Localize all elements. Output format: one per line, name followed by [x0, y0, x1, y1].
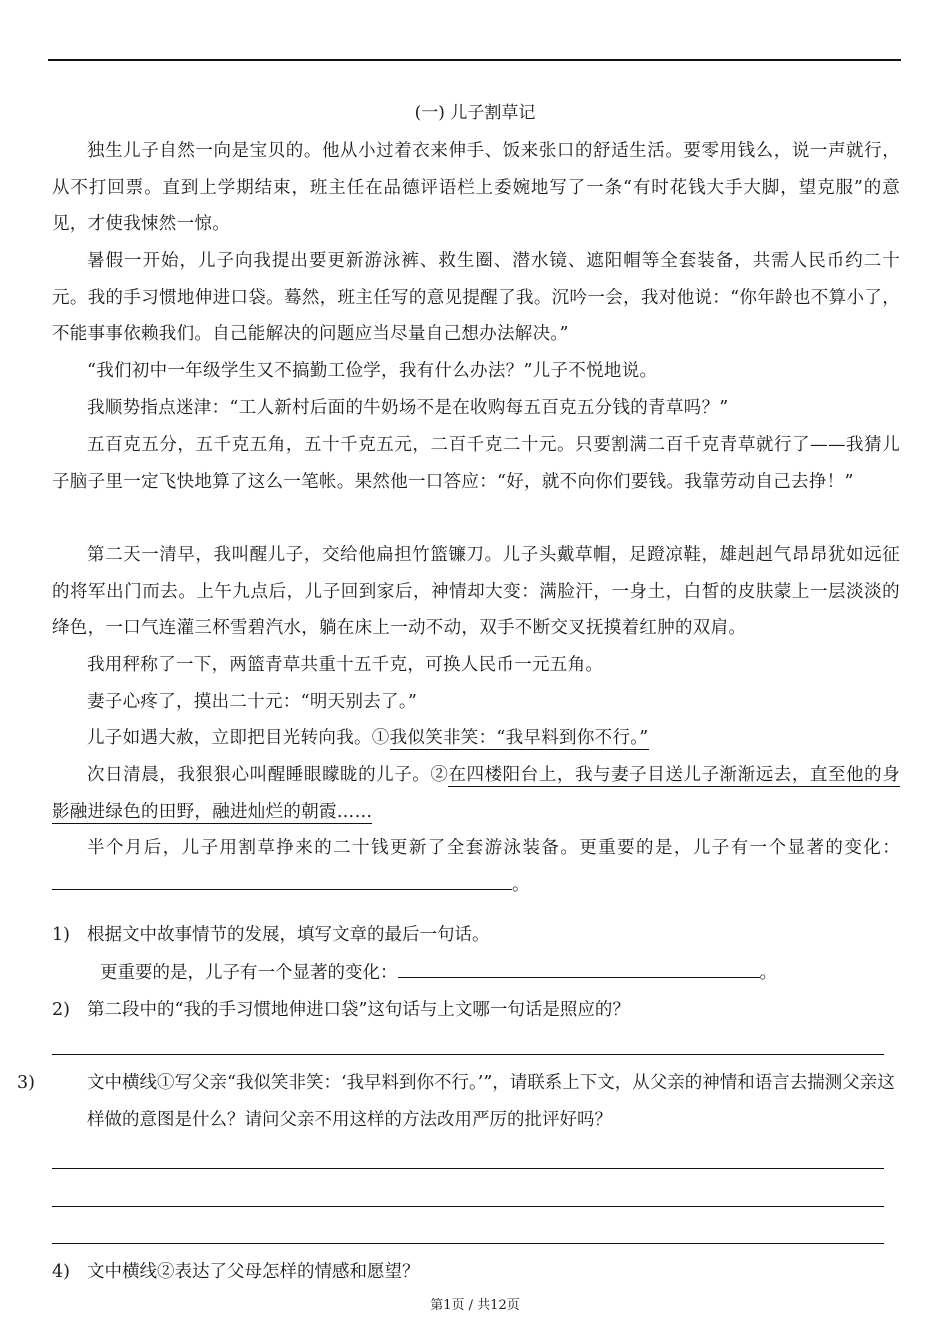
paragraph-10 — [52, 757, 900, 830]
answer-line-q3-3[interactable] — [52, 1243, 884, 1244]
paragraph-11 — [52, 830, 900, 903]
question-1-fill-end: 。 — [759, 963, 777, 983]
paragraph-9-text: 儿子如遇大赦，立即把目光转向我。① — [87, 728, 390, 748]
page-footer: 第1页 / 共12页 — [430, 1298, 520, 1313]
question-4-text: 文中横线②表达了父母怎样的情感和愿望？ — [87, 1262, 420, 1282]
question-1-fill-prefix: 更重要的是，儿子有一个显著的变化： — [100, 963, 398, 983]
underlined-sentence-1: 我似笑非笑：“我早料到你不行。” — [389, 728, 649, 748]
question-3 — [17, 1065, 900, 1138]
paragraph-11-text: 半个月后，儿子用割草挣来的二十钱更新了全套游泳装备。更重要的是，儿子有一个显著的变化： — [87, 838, 900, 858]
paragraph-5: 五百克五分，五千克五角，五十千克五元，二百千克二十元。只要割满二百千克青草就行了——我猜儿子脑子里一定飞快地算了这么一笔帐。果然他一口答应：“好，就不向你们要钱。我靠劳动自己去挣！” — [52, 435, 900, 492]
question-3-text: 文中横线①写父亲“我似笑非笑：‘我早料到你不行。’”，请联系上下文，从父亲的神情和语言去揣测父亲这样做的意图是什么？请问父亲不用这样的方法改用严厉的批评好吗？ — [87, 1073, 895, 1130]
answer-line-q3-1[interactable] — [52, 1168, 884, 1169]
answer-line-q2[interactable] — [52, 1054, 884, 1055]
paragraph-1: 独生儿子自然一向是宝贝的。他从小过着衣来伸手、饭来张口的舒适生活。要零用钱么，说一声就行，从不打回票。直到上学期结束，班主任在品德评语栏上委婉地写了一条“有时花钱大手大脚，望克服”的意见，才使我悚然一惊。 — [52, 141, 900, 234]
paragraph-7: 我用秤称了一下，两篮青草共重十五千克，可换人民币一元五角。 — [87, 655, 604, 675]
paragraph-11-end: 。 — [512, 874, 530, 895]
question-2 — [52, 992, 900, 1029]
answer-line-q3-2[interactable] — [52, 1206, 884, 1207]
question-1-text: 根据文中故事情节的发展，填写文章的最后一句话。 — [87, 925, 490, 945]
question-4 — [52, 1254, 900, 1291]
question-1-fill — [100, 955, 900, 992]
paragraph-10-text: 次日清晨，我狠狠心叫醒睡眼矇眬的儿子。② — [87, 765, 449, 785]
answer-blank-q1[interactable] — [398, 959, 760, 978]
underlined-sentence-2: 在四楼阳台上，我与妻子目送儿子渐渐远去，直至他的身影融进绿色的田野，融进灿烂的朝霞…… — [52, 765, 900, 822]
article-title: (一) 儿子割草记 — [414, 103, 536, 123]
paragraph-2: 暑假一开始，儿子向我提出要更新游泳裤、救生圈、潜水镜、遮阳帽等全套装备，共需人民币约二十元。我的手习惯地伸进口袋。蓦然，班主任写的意见提醒了我。沉吟一会，我对他说：“你年龄也不算小了，不能事事依赖我们。自己能解决的问题应当尽量自己想办法解决。” — [52, 251, 900, 344]
question-4-number: 4) — [52, 1262, 70, 1282]
paragraph-4: 我顺势指点迷津：“工人新村后面的牛奶场不是在收购每五百克五分钱的青草吗？” — [87, 398, 729, 418]
paragraph-9 — [52, 720, 900, 757]
answer-blank-final-sentence[interactable] — [52, 871, 512, 890]
paragraph-8: 妻子心疼了，摸出二十元：“明天别去了。” — [87, 692, 418, 712]
question-2-text: 第二段中的“我的手习惯地伸进口袋”这句话与上文哪一句话是照应的？ — [87, 1000, 630, 1020]
question-1-number: 1) — [52, 925, 70, 945]
top-rule — [48, 59, 901, 61]
question-3-number: 3) — [17, 1073, 35, 1093]
question-1 — [52, 917, 900, 954]
paragraph-6: 第二天一清早，我叫醒儿子，交给他扁担竹篮镰刀。儿子头戴草帽，足蹬凉鞋，雄赳赳气昂昂犹如远征的将军出门而去。上午九点后，儿子回到家后，神情却大变：满脸汗，一身土，白皙的皮肤蒙上一层淡淡的绛色，一口气连灌三杯雪碧汽水，躺在床上一动不动，双手不断交叉抚摸着红肿的双肩。 — [52, 545, 900, 638]
question-2-number: 2) — [52, 1000, 70, 1020]
paragraph-3: “我们初中一年级学生又不搞勤工俭学，我有什么办法？”儿子不悦地说。 — [87, 361, 658, 381]
